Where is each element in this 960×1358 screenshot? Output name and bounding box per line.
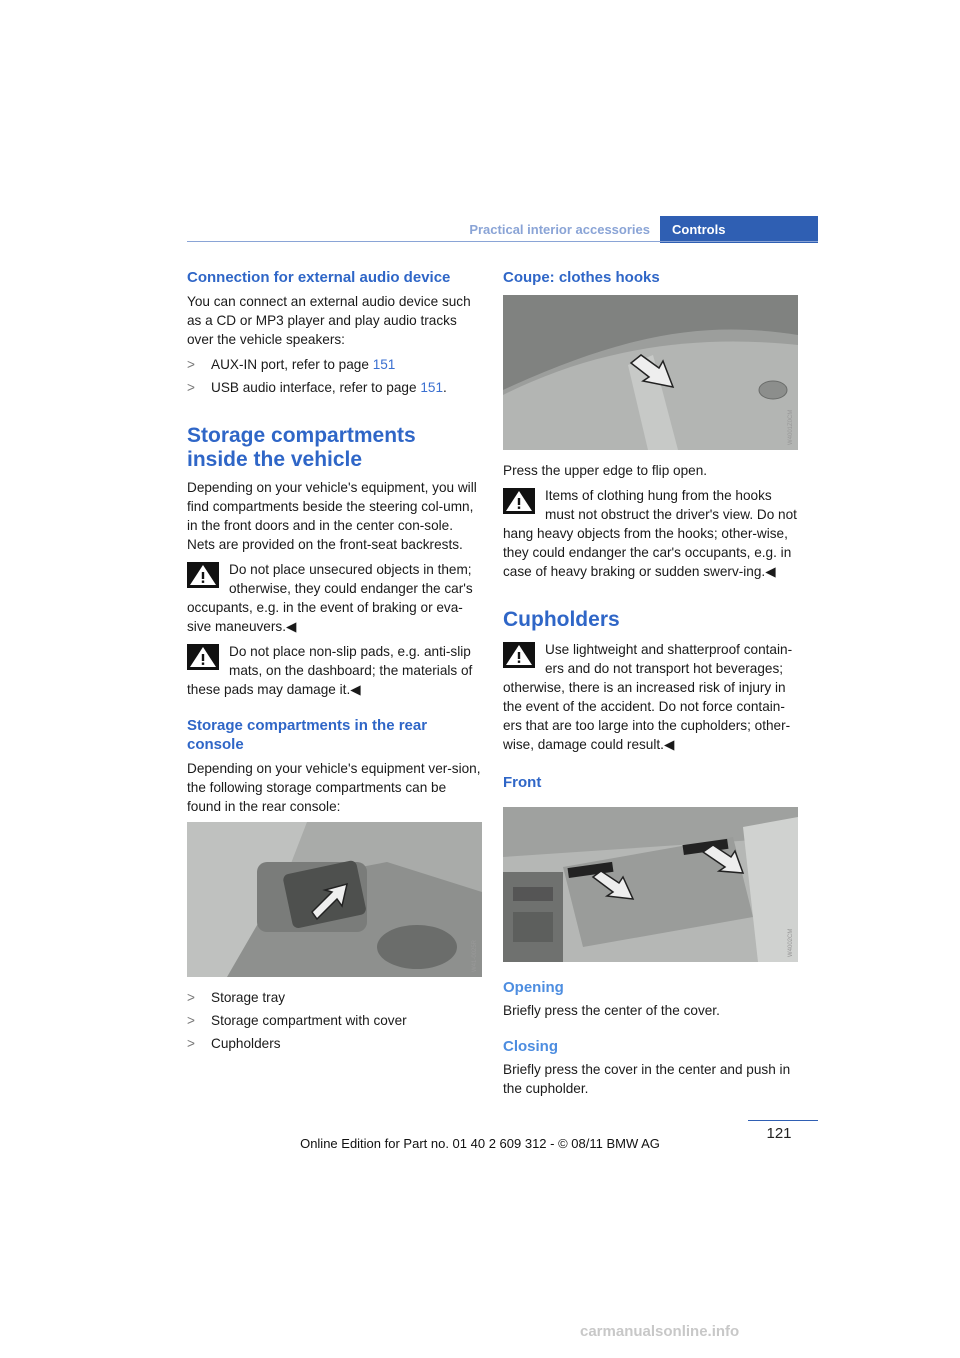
watermark: carmanualsonline.info <box>580 1323 740 1340</box>
bullet-mark: > <box>187 380 195 395</box>
page-number-rule <box>748 1120 818 1121</box>
warning-text: Do not place unsecured objects in them; otherwise, they could endanger the car's occupants, e.g. in the event of braking or eva-sive maneuvers.◀ <box>187 562 473 634</box>
heading-rear-console: Storage compartments in the rear console <box>187 717 428 753</box>
chapter-tab: Controls <box>660 216 818 243</box>
warning-text: Use lightweight and shatterproof contain-ers and do not transport hot beverages; otherwise, there is an increased risk of injury in the event of the accident. Do not force contain-ers that are too large into the cupholders; other-wise, damage could result.◀ <box>503 642 793 752</box>
list-item: > AUX-IN port, refer to page 151 <box>187 357 396 372</box>
image-code: W41-0025R <box>472 939 478 972</box>
warning-block <box>187 560 482 636</box>
list-item: > Storage tray <box>187 990 286 1005</box>
right-column-top <box>503 268 798 287</box>
front-cupholder-image <box>503 807 798 962</box>
heading-storage: Storage compartments inside the vehicle <box>187 424 416 471</box>
warning-text: Do not place non-slip pads, e.g. anti-slip mats, on the dashboard; the materials of these pads may damage it.◀ <box>187 644 473 697</box>
image-code: W4002CM <box>788 928 794 957</box>
bullet-mark: > <box>187 1036 195 1051</box>
image-code: W4001Z0CM <box>788 409 794 445</box>
heading-audio: Connection for external audio device <box>187 269 451 286</box>
warning-icon <box>503 488 535 514</box>
page-link[interactable]: 151 <box>420 380 444 395</box>
right-column <box>503 461 798 792</box>
paragraph-storage: Depending on your vehicle's equipment, you will find compartments beside the steering col-umn, in the front doors and in the center con-sole. <box>187 480 477 533</box>
paragraph-nets: Nets are provided on the front-seat backrests. <box>187 537 463 552</box>
heading-coupe: Coupe: clothes hooks <box>503 269 660 286</box>
warning-block <box>187 642 482 699</box>
left-column <box>187 268 482 816</box>
section-title: Practical interior accessories <box>469 222 650 237</box>
warning-icon <box>503 642 535 668</box>
bullet-mark: > <box>187 1013 195 1028</box>
paragraph-rear: Depending on your vehicle's equipment ver-sion, the following storage compartments can be found in the rear console: <box>187 761 481 814</box>
page-link[interactable]: 151 <box>372 357 396 372</box>
paragraph-opening: Briefly press the center of the cover. <box>503 1003 720 1018</box>
paragraph-closing: Briefly press the cover in the center and push in the cupholder. <box>503 1062 791 1096</box>
heading-closing: Closing <box>503 1038 558 1055</box>
rear-console-image <box>187 822 482 977</box>
bullet-mark: > <box>187 990 195 1005</box>
heading-opening: Opening <box>503 979 564 996</box>
warning-block <box>503 486 798 581</box>
clothes-hook-image <box>503 295 798 450</box>
warning-text: Items of clothing hung from the hooks must not obstruct the driver's view. Do not hang heavy objects from the hooks; other-wise, they could endanger the car's occupants, e.g. in case of heavy braking or sudden swerv-ing.◀ <box>503 488 797 579</box>
list-item: > Cupholders <box>187 1036 281 1051</box>
list-item: > USB audio interface, refer to page 151. <box>187 380 447 395</box>
page-number: 121 <box>766 1125 792 1142</box>
warning-icon <box>187 644 219 670</box>
rear-items-list <box>187 988 482 1053</box>
warning-icon <box>187 562 219 588</box>
list-item: > Storage compartment with cover <box>187 1013 407 1028</box>
right-column-bottom <box>503 978 798 1098</box>
header-divider <box>187 241 818 242</box>
heading-front: Front <box>503 774 542 791</box>
heading-cupholders: Cupholders <box>503 608 620 631</box>
warning-block <box>503 640 798 754</box>
paragraph-coupe: Press the upper edge to flip open. <box>503 463 708 478</box>
edition-footer: Online Edition for Part no. 01 40 2 609 312 - © 08/11 BMW AG <box>300 1136 660 1151</box>
bullet-mark: > <box>187 357 195 372</box>
paragraph-audio: You can connect an external audio device such as a CD or MP3 player and play audio tracks over the vehicle speakers: <box>187 294 471 347</box>
